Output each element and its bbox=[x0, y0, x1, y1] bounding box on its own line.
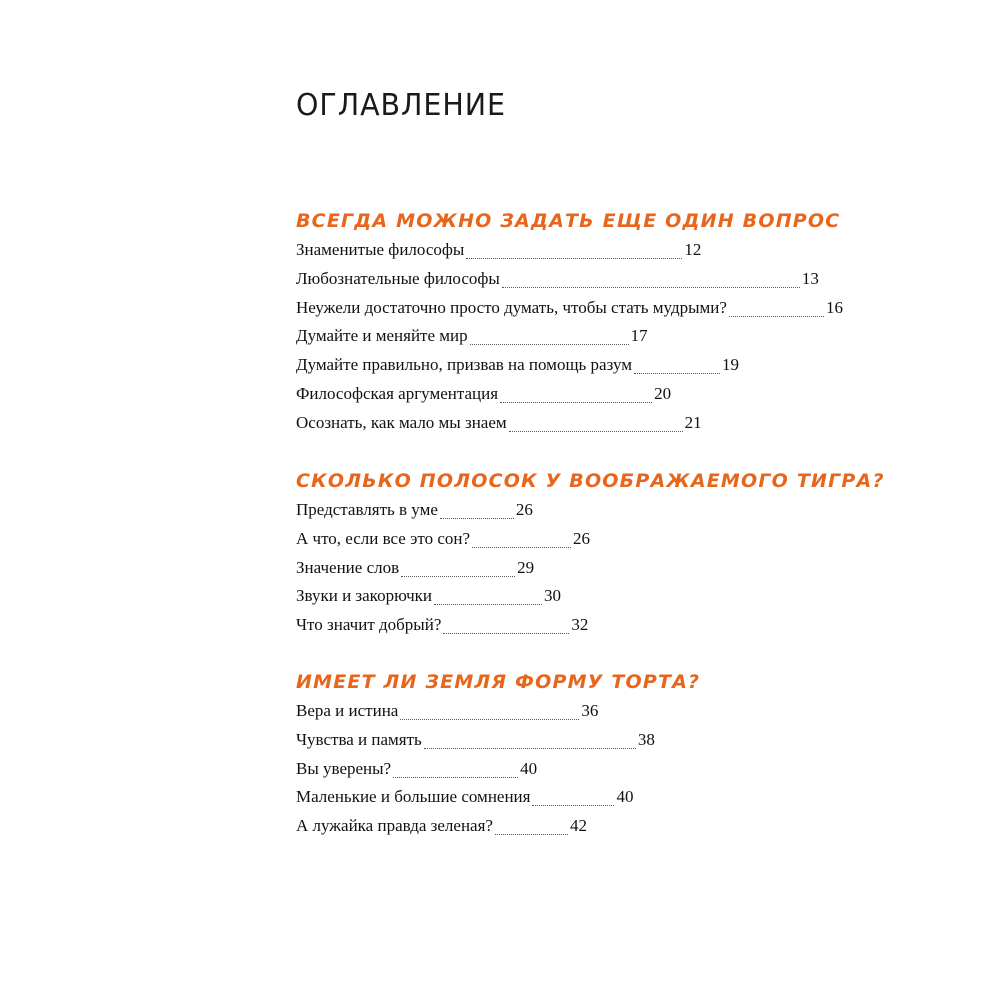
dot-leader bbox=[466, 258, 682, 259]
toc-entry[interactable] bbox=[296, 380, 843, 409]
toc-entry-title: Вера и истина bbox=[296, 701, 399, 720]
toc-entry-title: Звуки и закорючки bbox=[296, 586, 433, 606]
toc-entry-title: Любознательные философы bbox=[296, 268, 500, 288]
toc-entry-page: 16 bbox=[825, 297, 843, 317]
dot-leader bbox=[472, 547, 571, 548]
toc-entry-page: 40 bbox=[616, 787, 634, 807]
toc-entry-page: 38 bbox=[637, 729, 655, 749]
toc-entry[interactable] bbox=[296, 409, 843, 438]
toc-entry-title: Представлять в уме bbox=[296, 500, 438, 519]
toc-entry[interactable] bbox=[296, 697, 700, 726]
toc-entry[interactable] bbox=[296, 554, 885, 583]
toc-entry-page: 26 bbox=[573, 528, 591, 548]
toc-entry[interactable] bbox=[296, 611, 885, 640]
toc-entry-page: 13 bbox=[801, 268, 819, 288]
toc-entry[interactable] bbox=[296, 496, 885, 525]
toc-entry-title: А лужайка правда зеленая? bbox=[296, 816, 493, 836]
toc-entry[interactable] bbox=[296, 755, 700, 784]
toc-entry[interactable] bbox=[296, 294, 843, 323]
toc-entry-title: А что, если все это сон? bbox=[296, 528, 471, 548]
toc-entry[interactable] bbox=[296, 525, 885, 554]
toc-entry-title: Знаменитые философы bbox=[296, 240, 465, 259]
toc-entry-title: Чувства и память bbox=[296, 729, 422, 749]
dot-leader bbox=[470, 344, 629, 345]
dot-leader bbox=[509, 431, 683, 432]
toc-entry[interactable] bbox=[296, 783, 700, 812]
dot-leader bbox=[443, 633, 569, 634]
toc-section-3 bbox=[296, 667, 700, 841]
dot-leader bbox=[502, 287, 800, 288]
toc-entry-title: Вы уверены? bbox=[296, 758, 392, 778]
toc-section-2 bbox=[296, 466, 885, 640]
toc-entry-title: Осознать, как мало мы знаем bbox=[296, 412, 507, 432]
dot-leader bbox=[401, 576, 515, 577]
toc-entry-page: 29 bbox=[517, 557, 535, 577]
toc-entry-page: 20 bbox=[654, 383, 672, 403]
toc-entry-page: 42 bbox=[569, 816, 587, 836]
toc-entry-title: Думайте и меняйте мир bbox=[296, 326, 468, 346]
toc-entry-page: 26 bbox=[515, 500, 533, 519]
toc-entry[interactable] bbox=[296, 236, 843, 265]
toc-entry[interactable] bbox=[296, 265, 843, 294]
toc-entry-page: 19 bbox=[721, 355, 739, 375]
toc-entry-title: Неужели достаточно просто думать, чтобы стать мудрыми? bbox=[296, 297, 727, 317]
dot-leader bbox=[400, 719, 579, 720]
toc-entry-page: 32 bbox=[571, 615, 589, 635]
dot-leader bbox=[729, 316, 824, 317]
toc-entry-title: Философская аргументация bbox=[296, 383, 499, 403]
dot-leader bbox=[393, 777, 518, 778]
dot-leader bbox=[500, 402, 652, 403]
toc-entry-title: Маленькие и большие сомнения bbox=[296, 787, 531, 807]
toc-entry-page: 12 bbox=[684, 240, 702, 259]
toc-entry-page: 21 bbox=[684, 412, 702, 432]
section-heading: ИМЕЕТ ЛИ ЗЕМЛЯ ФОРМУ ТОРТА? bbox=[296, 671, 701, 693]
toc-section-1 bbox=[296, 206, 843, 438]
toc-entry-page: 17 bbox=[630, 326, 648, 346]
toc-entry[interactable] bbox=[296, 812, 700, 841]
toc-entry[interactable] bbox=[296, 322, 843, 351]
dot-leader bbox=[495, 834, 568, 835]
toc-entry-page: 36 bbox=[581, 701, 599, 720]
dot-leader bbox=[634, 373, 720, 374]
toc-entry-title: Значение слов bbox=[296, 557, 400, 577]
toc-entry[interactable] bbox=[296, 351, 843, 380]
toc-entry[interactable] bbox=[296, 726, 700, 755]
dot-leader bbox=[424, 748, 636, 749]
dot-leader bbox=[434, 604, 542, 605]
dot-leader bbox=[532, 805, 614, 806]
section-heading: ВСЕГДА МОЖНО ЗАДАТЬ ЕЩЕ ОДИН ВОПРОС bbox=[296, 210, 841, 232]
toc-entry-title: Что значит добрый? bbox=[296, 615, 442, 635]
toc-entry-page: 40 bbox=[520, 758, 538, 778]
toc-entry[interactable] bbox=[296, 582, 885, 611]
toc-entry-page: 30 bbox=[544, 586, 562, 606]
toc-entry-title: Думайте правильно, призвав на помощь разум bbox=[296, 355, 632, 375]
page-title: ОГЛАВЛЕНИЕ bbox=[296, 88, 506, 123]
dot-leader bbox=[440, 518, 514, 519]
section-heading: СКОЛЬКО ПОЛОСОК У ВООБРАЖАЕМОГО ТИГРА? bbox=[296, 470, 885, 492]
